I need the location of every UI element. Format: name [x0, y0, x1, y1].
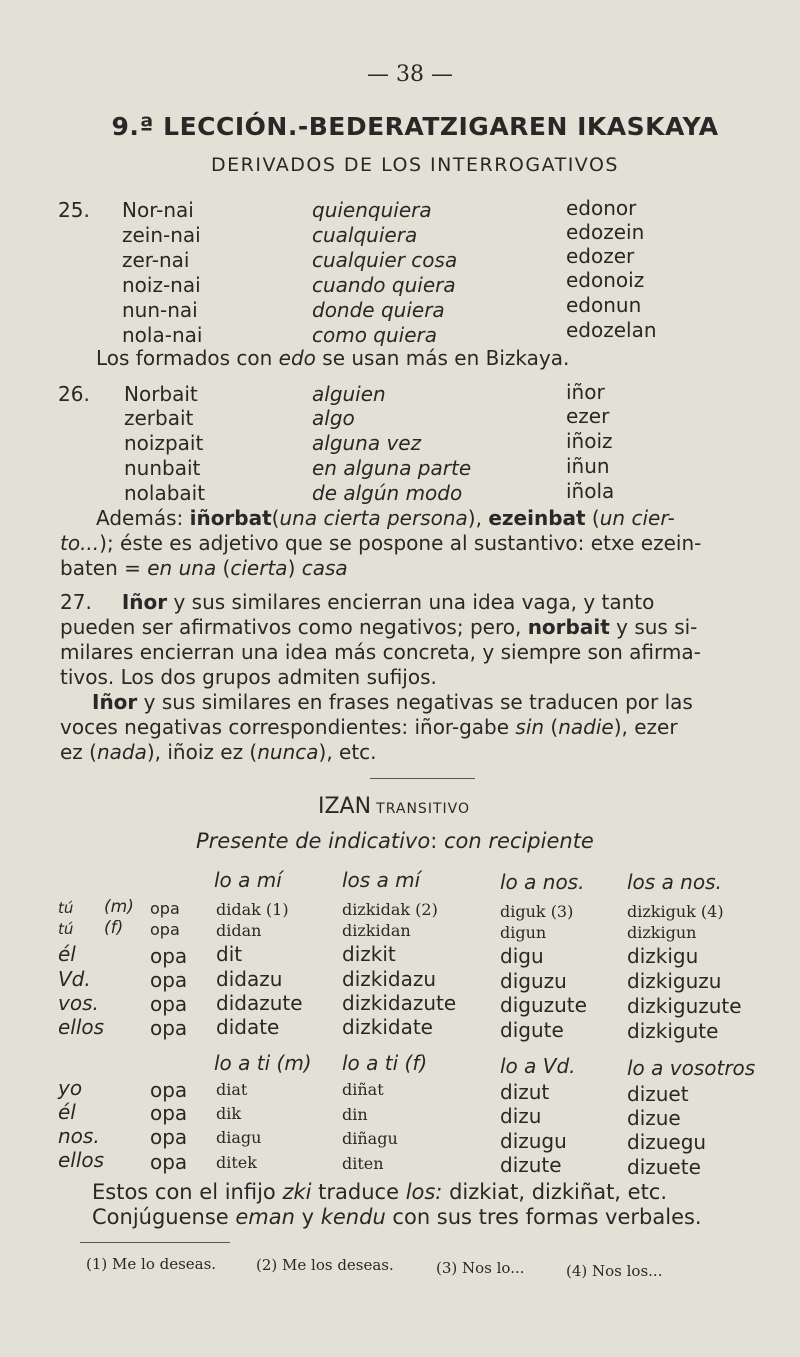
section-25-note: Los formados con edo se usan más en Bizkaya.: [96, 346, 570, 370]
form: dizkidak (2): [342, 900, 438, 919]
basque-word: noizpait: [124, 431, 204, 455]
form: dizkigun: [627, 923, 697, 942]
basque-word: noiz-nai: [122, 273, 201, 297]
form: dizkiguzute: [627, 994, 742, 1018]
footnote-divider: [80, 1242, 230, 1243]
section-26-line-1: Además: iñorbat(una cierta persona), ezeinbat (un cier-: [96, 506, 675, 530]
section-27-line-4: tivos. Los dos grupos admiten sufijos.: [60, 665, 437, 689]
section-number: 25.: [58, 198, 90, 222]
inor-form: iñor: [566, 380, 605, 404]
basque-word: zer-nai: [122, 248, 190, 272]
form: diagu: [216, 1128, 262, 1147]
section-26-line-3: baten = en una (cierta) casa: [60, 556, 348, 580]
lesson-title: 9.ª LECCIÓN.-BEDERATZIGAREN IKASKAYA: [111, 112, 719, 141]
person: vos.: [58, 991, 99, 1015]
izan-subtitle: Presente de indicativo: con recipiente: [196, 829, 594, 853]
basque-word: nun-nai: [122, 298, 198, 322]
basque-word: nola-nai: [122, 323, 203, 347]
form: dizuegu: [627, 1130, 707, 1154]
section-number: 26.: [58, 382, 90, 406]
section-27-line-6: voces negativas correspondientes: iñor-gabe sin (nadie), ezer: [60, 715, 678, 739]
form: dit: [216, 942, 243, 966]
inor-form: ezer: [566, 404, 610, 428]
form: dizkidan: [342, 921, 411, 940]
form: diat: [216, 1080, 248, 1099]
verb: opa: [150, 1101, 188, 1125]
column-header: lo a mí: [214, 868, 282, 892]
form: din: [342, 1105, 368, 1124]
inor-form: iñola: [566, 479, 615, 503]
izan-note-1: Estos con el infijo zki traduce los: dizkiat, dizkiñat, etc.: [92, 1180, 668, 1204]
form: diguk (3): [500, 902, 574, 921]
form: dizkigu: [627, 944, 699, 968]
spanish-translation: en alguna parte: [312, 456, 472, 480]
column-header: lo a Vd.: [500, 1054, 576, 1078]
form: dizue: [627, 1106, 681, 1130]
person: Vd.: [58, 967, 91, 991]
page-number: — 38 —: [367, 62, 453, 87]
form: dizkiguzu: [627, 969, 722, 993]
form: dizkigute: [627, 1019, 719, 1043]
section-number: 27.: [60, 590, 92, 614]
section-26-line-2: to...); éste es adjetivo que se pospone al sustantivo: etxe ezein-: [60, 531, 702, 555]
footnote: (1) Me lo deseas.: [86, 1255, 217, 1273]
form: diñat: [342, 1080, 384, 1099]
basque-word: Norbait: [124, 382, 198, 406]
footnote: (4) Nos los...: [566, 1262, 663, 1280]
form: dizuet: [627, 1082, 689, 1106]
spanish-translation: cualquier cosa: [312, 248, 458, 272]
form: dizu: [500, 1104, 542, 1128]
spanish-translation: como quiera: [312, 323, 438, 347]
form: dizkidazu: [342, 967, 437, 991]
form: diguzu: [500, 969, 567, 993]
edo-form: edonor: [566, 196, 637, 220]
section-27-line-2: pueden ser afirmativos como negativos; pero, norbait y sus si-: [60, 615, 698, 639]
form: didak (1): [216, 900, 289, 919]
section-27-line-1: 27. Iñor y sus similares encierran una idea vaga, y tanto: [60, 590, 655, 614]
person: él: [58, 1100, 76, 1124]
column-header: los a nos.: [627, 870, 722, 894]
basque-word: nunbait: [124, 456, 201, 480]
gender: (f): [104, 918, 124, 938]
form: dizute: [500, 1153, 562, 1177]
column-header: lo a vosotros: [627, 1056, 756, 1080]
form: dizut: [500, 1080, 550, 1104]
divider: [370, 778, 475, 779]
edo-form: edonoiz: [566, 268, 645, 292]
form: dizuete: [627, 1155, 701, 1179]
column-header: los a mí: [342, 868, 421, 892]
form: dik: [216, 1104, 242, 1123]
verb: opa: [150, 1125, 188, 1149]
verb: opa: [150, 920, 180, 939]
person: él: [58, 942, 76, 966]
person: tú: [58, 899, 74, 917]
basque-word: zein-nai: [122, 223, 201, 247]
person: tú: [58, 920, 74, 938]
edo-form: edozer: [566, 244, 635, 268]
form: dizkit: [342, 942, 396, 966]
verb: opa: [150, 1016, 188, 1040]
column-header: lo a nos.: [500, 870, 585, 894]
form: digute: [500, 1018, 564, 1042]
column-header: lo a ti (m): [214, 1051, 312, 1075]
footnote: (2) Me los deseas.: [256, 1256, 394, 1274]
section-subtitle: DERIVADOS DE LOS INTERROGATIVOS: [211, 154, 619, 176]
spanish-translation: alguna vez: [312, 431, 422, 455]
form: didazu: [216, 967, 283, 991]
column-header: lo a ti (f): [342, 1051, 428, 1075]
spanish-translation: alguien: [312, 382, 386, 406]
form: diñagu: [342, 1129, 398, 1148]
verb: opa: [150, 944, 188, 968]
form: didan: [216, 921, 262, 940]
spanish-translation: cualquiera: [312, 223, 418, 247]
edo-form: edozein: [566, 220, 645, 244]
verb: opa: [150, 899, 180, 918]
spanish-translation: donde quiera: [312, 298, 445, 322]
verb: opa: [150, 1078, 188, 1102]
spanish-translation: cuando quiera: [312, 273, 456, 297]
verb: opa: [150, 1150, 188, 1174]
form: didazute: [216, 991, 303, 1015]
person: ellos: [58, 1015, 105, 1039]
spanish-translation: quienquiera: [312, 198, 432, 222]
form: dizkiguk (4): [627, 902, 724, 921]
form: dizkidate: [342, 1015, 433, 1039]
form: dizugu: [500, 1129, 567, 1153]
person: yo: [58, 1076, 83, 1100]
person: ellos: [58, 1148, 105, 1172]
spanish-translation: algo: [312, 406, 355, 430]
person: nos.: [58, 1124, 100, 1148]
spanish-translation: de algún modo: [312, 481, 463, 505]
form: digu: [500, 944, 544, 968]
section-27-line-3: milares encierran una idea más concreta, y siempre son afirma-: [60, 640, 701, 664]
basque-word: zerbait: [124, 406, 194, 430]
verb: opa: [150, 992, 188, 1016]
form: didate: [216, 1015, 280, 1039]
izan-note-2: Conjúguense eman y kendu con sus tres formas verbales.: [92, 1205, 702, 1229]
edo-form: edonun: [566, 293, 642, 317]
form: ditek: [216, 1153, 257, 1172]
footnote: (3) Nos lo...: [436, 1259, 525, 1277]
basque-word: nolabait: [124, 481, 206, 505]
section-27-line-7: ez (nada), iñoiz ez (nunca), etc.: [60, 740, 377, 764]
edo-form: edozelan: [566, 318, 657, 342]
form: digun: [500, 923, 547, 942]
section-27-line-5: Iñor y sus similares en frases negativas se traducen por las: [92, 690, 693, 714]
inor-form: iñun: [566, 454, 610, 478]
verb: opa: [150, 968, 188, 992]
izan-heading: IZAN TRANSITIVO: [318, 794, 470, 819]
form: diten: [342, 1154, 384, 1173]
form: dizkidazute: [342, 991, 457, 1015]
gender: (m): [104, 897, 134, 917]
form: diguzute: [500, 993, 587, 1017]
inor-form: iñoiz: [566, 429, 613, 453]
basque-word: Nor-nai: [122, 198, 194, 222]
